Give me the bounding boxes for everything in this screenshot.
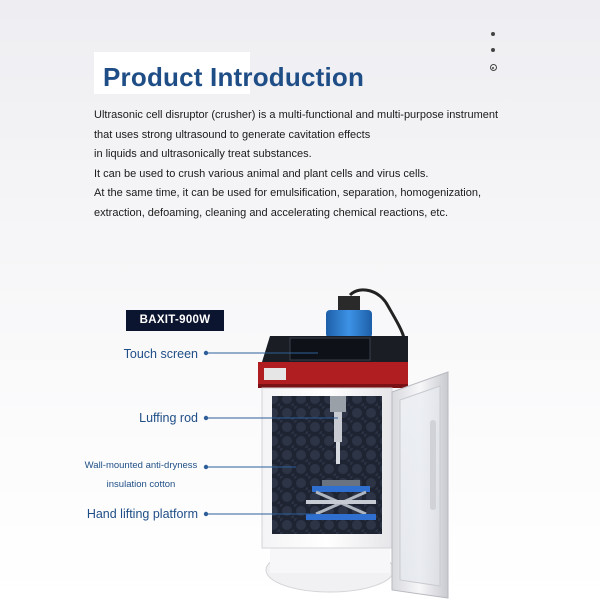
- intro-line-3: in liquids and ultrasonically treat substances.: [94, 148, 312, 161]
- door-handle: [430, 420, 436, 510]
- callout-cotton-line-2: insulation cotton: [106, 479, 176, 490]
- callout-lifting-platform: [87, 506, 198, 521]
- probe-tip: [336, 442, 340, 464]
- page-title: Product Introduction: [103, 62, 365, 92]
- callout-lifting-platform-label: Hand lifting platform: [86, 506, 198, 521]
- leader-cotton-dot: [204, 465, 208, 469]
- callout-insulation-cotton: [80, 456, 202, 494]
- callout-touch-screen: [124, 346, 198, 361]
- probe-clamp: [330, 396, 346, 412]
- base-ring: [270, 545, 390, 573]
- intro-line-2: that uses strong ultrasound to generate cavitation effects: [94, 128, 371, 141]
- model-badge: BAXIT-900W: [126, 310, 224, 331]
- callout-luffing-rod-label: Luffing rod: [139, 410, 198, 425]
- platform-screw: [306, 500, 376, 504]
- luffing-rod-body: [334, 412, 342, 442]
- intro-line-5: At the same time, it can be used for emulsification, separation, homogenization,: [94, 187, 482, 200]
- callout-touch-screen-label: Touch screen: [123, 346, 198, 361]
- leader-rod-dot: [204, 416, 208, 420]
- transducer: [326, 310, 372, 338]
- panel-strip: [258, 384, 408, 388]
- platform-sample: [322, 480, 360, 486]
- leader-touch-dot: [204, 351, 208, 355]
- platform-top: [312, 486, 370, 492]
- transducer-cap: [338, 296, 360, 310]
- callout-luffing-rod: [139, 410, 198, 425]
- leader-platform-dot: [204, 512, 208, 516]
- callout-cotton-line-1: Wall-mounted anti-dryness: [84, 460, 198, 471]
- platform-base: [306, 514, 376, 520]
- intro-line-6: extraction, defoaming, cleaning and accelerating chemical reactions, etc.: [94, 206, 449, 219]
- intro-line-4: It can be used to crush various animal and plant cells and virus cells.: [94, 167, 429, 180]
- touch-screen: [290, 338, 370, 360]
- panel-logo: [264, 368, 286, 380]
- intro-line-1: Ultrasonic cell disruptor (crusher) is a multi-functional and multi-purpose instrument: [94, 109, 499, 121]
